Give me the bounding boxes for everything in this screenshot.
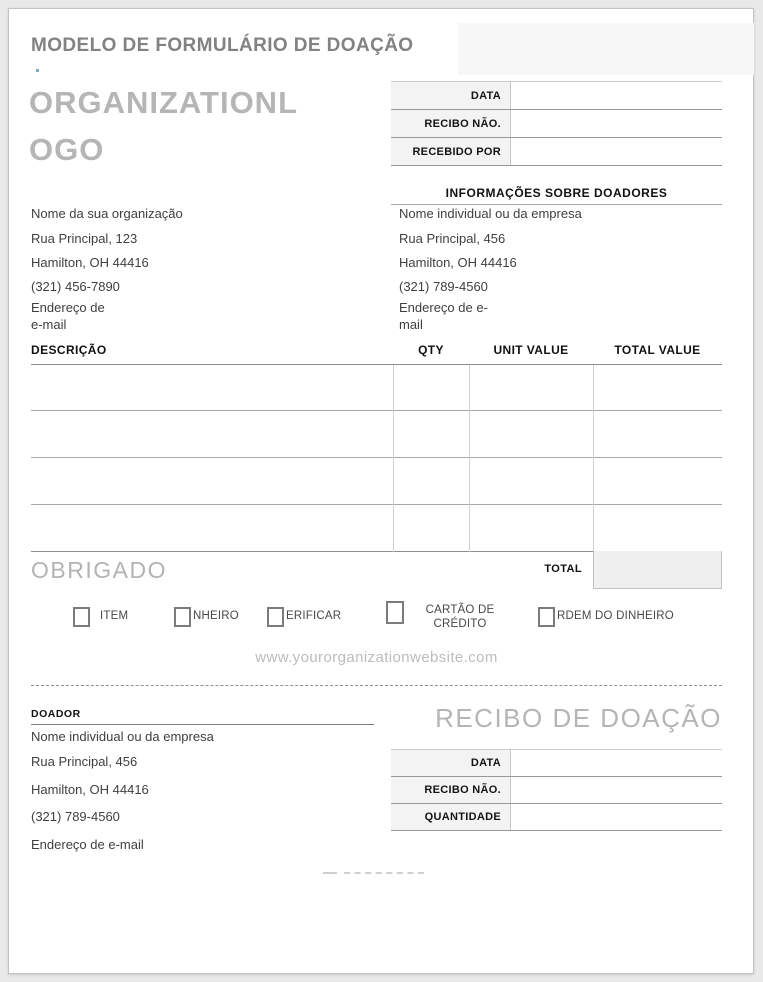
donation-receipt-title: RECIBO DE DOAÇÃO (435, 703, 722, 733)
table-row (391, 804, 722, 831)
table-row (31, 505, 722, 552)
donor-info-rule (391, 204, 722, 205)
section-divider (31, 685, 722, 686)
doador-heading: DOADOR (31, 708, 81, 720)
item-cell-total-value[interactable] (593, 505, 722, 551)
field-label-data: DATA (391, 82, 511, 109)
item-cell-description[interactable] (31, 505, 393, 551)
checkbox-label-cartao-credito: CARTÃO DE CRÉDITO (425, 604, 495, 630)
item-cell-total-value[interactable] (593, 365, 722, 410)
column-header-description: DESCRIÇÃO (31, 343, 107, 357)
table-row (391, 138, 722, 166)
doador-rule (31, 724, 374, 725)
item-cell-qty[interactable] (393, 458, 469, 504)
field-label-recibo-nao: RECIBO NÃO. (391, 110, 511, 137)
total-value-box[interactable] (593, 551, 722, 589)
field-value-data[interactable] (511, 750, 722, 776)
org-name: Nome da sua organização (31, 206, 183, 221)
column-header-unit-value: UNIT VALUE (493, 343, 569, 357)
items-table-body (31, 364, 722, 551)
table-row (391, 110, 722, 138)
header-shaded-band (458, 23, 754, 75)
column-divider (593, 365, 594, 552)
total-label: TOTAL (544, 563, 582, 575)
donor-street: Rua Principal, 456 (399, 231, 506, 246)
field-value-recebido-por[interactable] (511, 138, 722, 165)
receipt-donor-street: Rua Principal, 456 (31, 754, 138, 769)
thank-you-text: OBRIGADO (31, 557, 167, 583)
column-divider (469, 365, 470, 552)
field-value-recibo-nao[interactable] (511, 110, 722, 137)
logo-line-1: ORGANIZATIONL (29, 85, 299, 120)
checkbox-cartao-credito[interactable] (386, 601, 404, 624)
item-cell-qty[interactable] (393, 505, 469, 551)
item-cell-total-value[interactable] (593, 458, 722, 504)
document-page (8, 8, 754, 974)
dash-segment (344, 872, 424, 874)
field-label-recibo-nao: RECIBO NÃO. (391, 777, 511, 803)
organization-logo (29, 79, 298, 173)
org-city: Hamilton, OH 44416 (31, 255, 149, 270)
org-email-line1: Endereço de (31, 300, 105, 315)
field-label-quantidade: QUANTIDADE (391, 804, 511, 830)
item-cell-description[interactable] (31, 411, 393, 457)
org-email-line2: e-mail (31, 316, 67, 332)
donor-email (399, 300, 582, 333)
org-street: Rua Principal, 123 (31, 231, 138, 246)
receipt-donor-city: Hamilton, OH 44416 (31, 782, 149, 797)
checkbox-verificar[interactable] (267, 607, 284, 627)
table-row (391, 750, 722, 777)
item-cell-unit-value[interactable] (469, 365, 593, 410)
total-row (31, 551, 722, 589)
item-cell-description[interactable] (31, 458, 393, 504)
checkbox-item[interactable] (73, 607, 90, 627)
donor-city: Hamilton, OH 44416 (399, 255, 517, 270)
checkbox-dinheiro[interactable] (174, 607, 191, 627)
field-value-quantidade[interactable] (511, 804, 722, 830)
cursor-dot (36, 69, 39, 72)
receipt-donor-name: Nome individual ou da empresa (31, 729, 214, 744)
items-table-header (31, 343, 722, 364)
receipt-donor-address-block (31, 729, 214, 857)
checkbox-label-verificar: ERIFICAR (286, 610, 342, 622)
column-header-qty: QTY (418, 343, 444, 357)
field-value-recibo-nao[interactable] (511, 777, 722, 803)
table-row (31, 458, 722, 505)
table-row (31, 365, 722, 411)
item-cell-qty[interactable] (393, 411, 469, 457)
item-cell-description[interactable] (31, 365, 393, 410)
donor-email-line2: mail (399, 316, 423, 332)
item-cell-unit-value[interactable] (469, 458, 593, 504)
donor-address-block (399, 206, 582, 333)
receipt-donor-phone: (321) 789-4560 (31, 809, 120, 824)
org-email (31, 300, 183, 333)
website-url: www.yourorganizationwebsite.com (255, 649, 498, 666)
page-title: MODELO DE FORMULÁRIO DE DOAÇÃO (31, 35, 414, 56)
field-label-data: DATA (391, 750, 511, 776)
item-cell-unit-value[interactable] (469, 411, 593, 457)
table-row (31, 411, 722, 458)
donor-phone: (321) 789-4560 (399, 279, 488, 294)
item-cell-unit-value[interactable] (469, 505, 593, 551)
donor-info-heading: INFORMAÇÕES SOBRE DOADORES (445, 186, 668, 200)
item-cell-qty[interactable] (393, 365, 469, 410)
org-phone: (321) 456-7890 (31, 279, 120, 294)
logo-line-2: OGO (29, 132, 105, 167)
item-cell-total-value[interactable] (593, 411, 722, 457)
donor-email-line1: Endereço de e- (399, 300, 488, 315)
table-row (391, 82, 722, 110)
checkbox-ordem-dinheiro[interactable] (538, 607, 555, 627)
signature-dashes (323, 872, 424, 875)
column-header-total-value: TOTAL VALUE (614, 343, 701, 357)
checkbox-label-dinheiro: NHEIRO (193, 610, 239, 622)
checkbox-label-ordem-dinheiro: RDEM DO DINHEIRO (557, 610, 674, 622)
field-label-recebido-por: RECEBIDO POR (391, 138, 511, 165)
organization-address-block (31, 206, 183, 333)
donor-name: Nome individual ou da empresa (399, 206, 582, 221)
table-row (391, 777, 722, 804)
receipt-donor-email: Endereço de e-mail (31, 837, 144, 852)
field-value-data[interactable] (511, 82, 722, 109)
column-divider (393, 365, 394, 552)
donation-receipt-fields-table (391, 749, 722, 831)
checkbox-label-item: ITEM (100, 610, 129, 622)
receipt-fields-table (391, 81, 722, 166)
dash-segment (323, 872, 337, 874)
